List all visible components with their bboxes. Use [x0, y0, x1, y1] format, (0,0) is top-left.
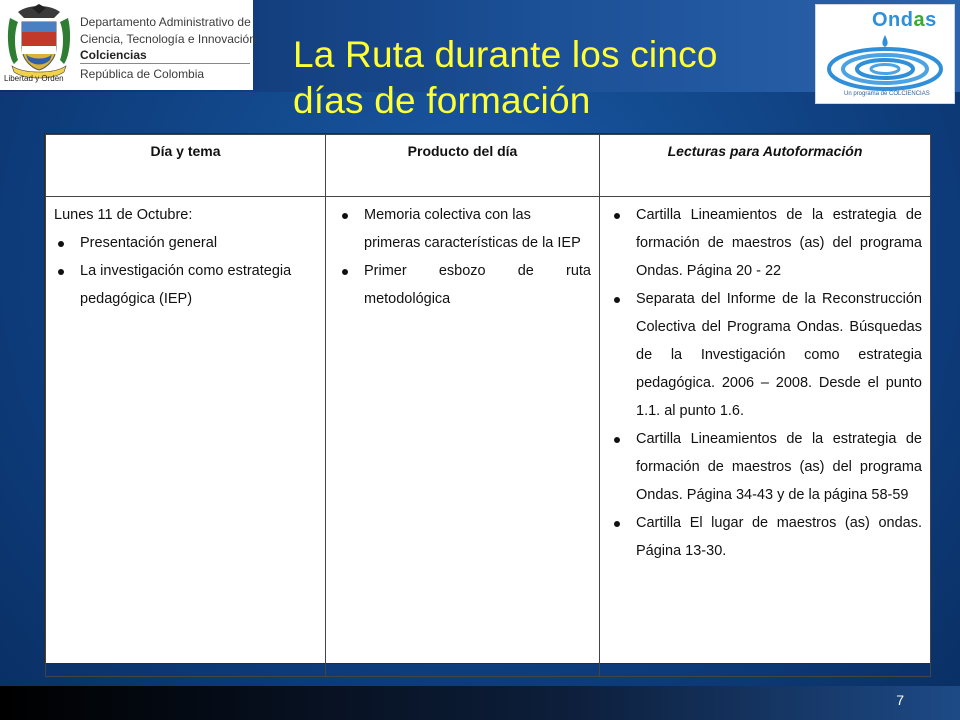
list-item-text: Memoria colectiva con las primeras características de la IEP [364, 207, 581, 251]
list-item [364, 201, 591, 257]
logo-line-2: Ciencia, Tecnología e Innovación [80, 32, 256, 46]
bullet-icon [614, 521, 620, 527]
list-item [636, 425, 922, 509]
list-item-text: Separata del Informe de la Reconstrucción Colectiva del Programa Ondas. Búsquedas de la Investigación como estrategia pedagógica. 2006 – 2008. Desde el punto 1.1. al punto 1.6. [636, 291, 922, 419]
list-item-text: Cartilla El lugar de maestros (as) ondas. Página 13-30. [636, 515, 922, 559]
list-item-text: La investigación como estrategia pedagógica (IEP) [80, 263, 292, 307]
list-item [80, 229, 317, 257]
list-item-text: Presentación general [80, 235, 218, 251]
list-item [80, 257, 317, 313]
day-cell [46, 197, 326, 677]
footer-band [0, 686, 960, 720]
bullet-icon [614, 437, 620, 443]
list-item-text: Cartilla Lineamientos de la estrategia de formación de maestros (as) del programa Ondas. Página 34-43 y de la página 58-59 [636, 431, 922, 503]
ondas-word-part-1: Ond [872, 9, 914, 31]
product-cell [326, 197, 600, 677]
list-item-text: Cartilla Lineamientos de la estrategia de formación de maestros (as) del programa Ondas. Página 20 - 22 [636, 207, 922, 279]
bullet-icon [614, 213, 620, 219]
slide-title [293, 32, 793, 124]
bullet-icon [342, 213, 348, 219]
table-row [46, 197, 931, 677]
motto-text: Libertad y Orden [4, 74, 64, 83]
bullet-icon [614, 297, 620, 303]
list-item [636, 201, 922, 285]
day-label: Lunes 11 de Octubre: [54, 207, 193, 223]
bullet-icon [58, 241, 64, 247]
title-line-1: La Ruta durante los cinco [293, 34, 718, 75]
list-item [364, 257, 591, 313]
list-item-text: Primer esbozo de ruta metodológica [364, 263, 591, 307]
logo-divider [80, 63, 250, 64]
ondas-word-part-2: a [913, 9, 926, 31]
list-item [636, 509, 922, 565]
column-header-day: Día y tema [46, 135, 326, 197]
ondas-wordmark [872, 9, 937, 32]
readings-list [608, 201, 922, 565]
list-item [636, 285, 922, 425]
title-line-2: días de formación [293, 80, 591, 121]
logo-line-3: Colciencias [80, 48, 147, 62]
ondas-logo [815, 4, 955, 104]
day-topics-list [54, 229, 317, 313]
page-number: 7 [896, 692, 904, 708]
ondas-word-part-3: s [925, 9, 937, 31]
colciencias-logo [0, 0, 256, 90]
column-header-readings: Lecturas para Autoformación [600, 135, 931, 197]
logo-line-1: Departamento Administrativo de [80, 15, 251, 29]
table-header-row [46, 135, 931, 197]
schedule-table [44, 133, 931, 664]
logo-line-4: República de Colombia [80, 67, 205, 81]
bullet-icon [58, 269, 64, 275]
readings-cell [600, 197, 931, 677]
water-ripple-icon [824, 33, 946, 91]
column-header-product: Producto del día [326, 135, 600, 197]
bullet-icon [342, 269, 348, 275]
products-list [334, 201, 591, 313]
ondas-subtitle: Un programa de COLCIENCIAS [844, 91, 930, 97]
